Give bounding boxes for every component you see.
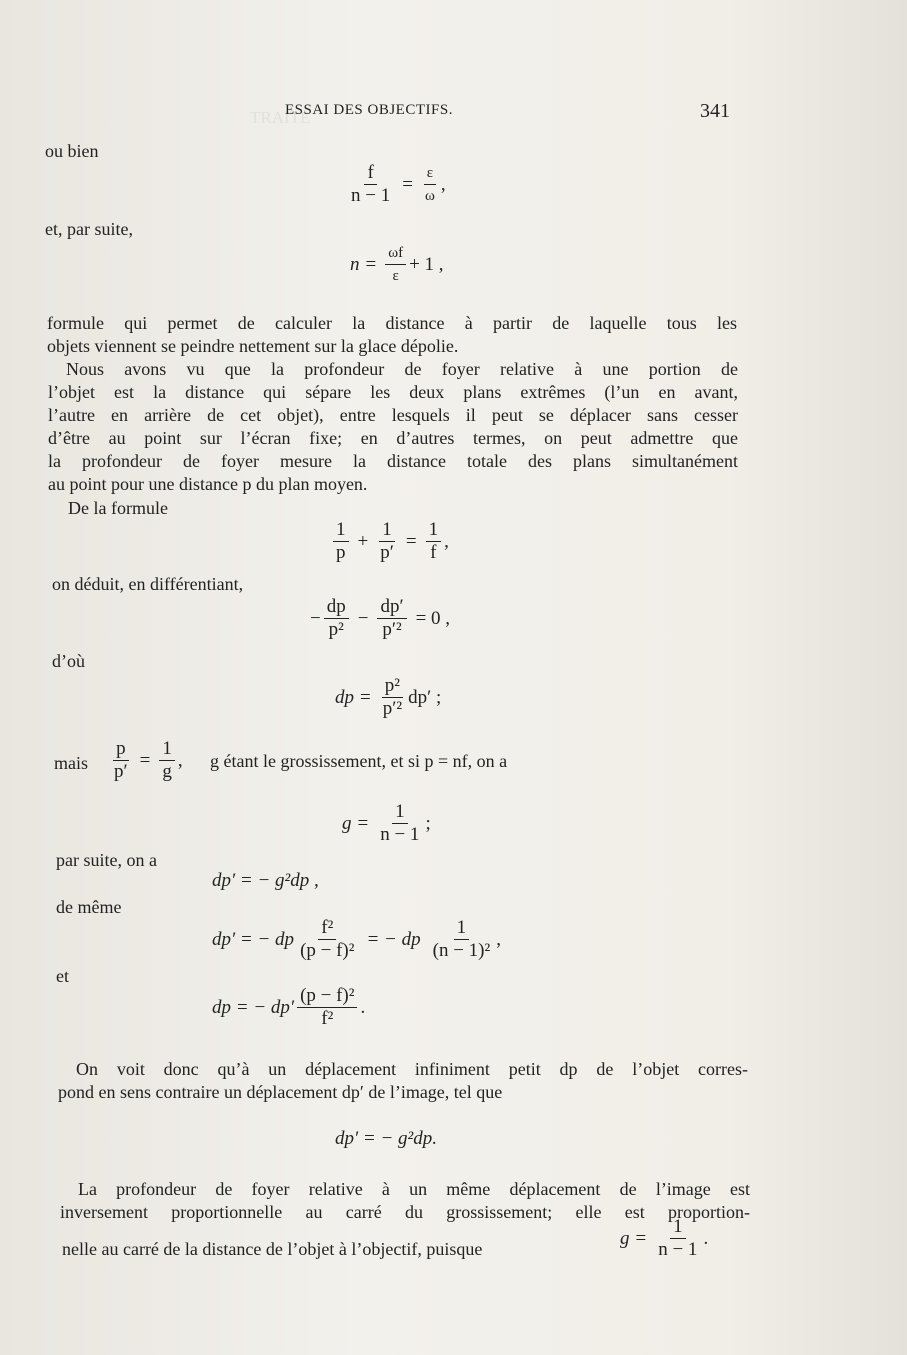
equation-2: n = $\frac{\omega f}{\varepsilon}$ + 1 , [350, 245, 444, 284]
equation-4: − $\frac{dp}{\text{p²}}$ − $\frac{dp'}{\text{p′²}}$ = 0 , [310, 596, 451, 640]
equation-9: dp′ = − dp $\frac{\text{f²}}{\text{(p − f)²}}$ = − dp $\frac{1}{\text{(n − 1)²}}$ , [212, 917, 501, 961]
text-ou-bien: ou bien [45, 141, 99, 161]
paragraph-4: La profondeur de foyer relative à un même déplacement de l’image est inversement proportionnelle au carré du grossissement; elle est proportion- [60, 1179, 750, 1222]
text-et-par-suite: et, par suite, [45, 219, 133, 239]
text-mais: mais [54, 753, 88, 773]
paragraph-1: formule qui permet de calculer la distance à partir de laquelle tous les objets viennent se peindre nettement sur la glace dépolie. [47, 313, 737, 356]
paragraph-2: Nous avons vu que la profondeur de foyer relative à une portion de l’objet est la distance qui sépare les deux plans extrêmes (l’un en avant, l’autre en arrière de cet objet), entre lesquels il peut se déplacer sans cesser d’être au point sur l’écran fixe; en d’autres termes, on peut admettre que la profondeur de foyer mesure la distance totale des plans simultanément au point pour une distance p du plan moyen. [48, 359, 738, 494]
text-et: et [56, 966, 69, 986]
paragraph-4-last-line: nelle au carré de la distance de l’objet à l’objectif, puisque [62, 1239, 483, 1259]
text-on-deduit: on déduit, en différentiant, [52, 574, 244, 594]
equation-5: dp = $\frac{\text{p²}}{\text{p′²}}$ dp′ ; [335, 675, 442, 719]
running-title: ESSAI DES OBJECTIFS. [285, 102, 453, 118]
equation-11: dp′ = − g²dp. [335, 1128, 437, 1149]
equation-3: $\frac{1}{p}$ + $\frac{1}{p'}$ = $\frac{1}{f}$ , [330, 520, 449, 563]
paragraph-3: On voit donc qu’à un déplacement infiniment petit dp de l’objet corres- pond en sens contraire un déplacement dp′ de l’image, tel que [58, 1059, 748, 1102]
page-header [0, 100, 907, 124]
text-de-meme: de même [56, 897, 122, 917]
equation-12: g = $\frac{1}{n - 1}$ . [620, 1216, 709, 1260]
text-de-la-formule: De la formule [68, 498, 168, 518]
equation-7: g = $\frac{1}{n - 1}$ ; [342, 801, 431, 845]
text-g-etant: g étant le grossissement, et si p = nf, on a [210, 751, 508, 771]
equation-8: dp′ = − g²dp , [212, 870, 319, 891]
equation-6: $\frac{p}{p'}$ = $\frac{1}{g}$ , [114, 738, 183, 782]
page-number: 341 [700, 100, 730, 122]
equation-1: $\frac{f}{n - 1}$ = $\frac{\varepsilon}{\omega}$ , [351, 162, 446, 206]
equation-10: dp = − dp′ $\frac{\text{(p − f)²}}{\text{f²}}$ . [212, 985, 366, 1029]
text-par-suite-on-a: par suite, on a [56, 850, 157, 870]
text-d-ou: d’où [52, 651, 85, 671]
bleed-through-text: TRAITÉ [250, 108, 311, 127]
